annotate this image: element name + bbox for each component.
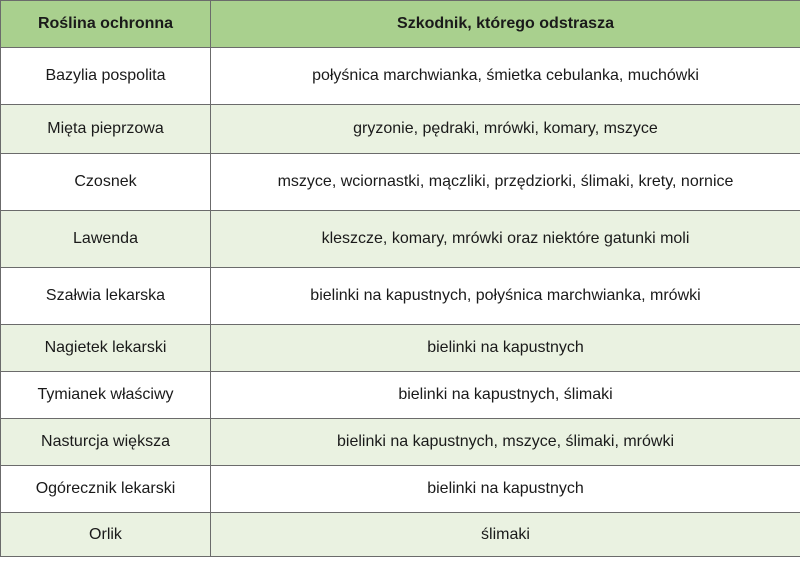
pests-cell: ślimaki [211, 513, 800, 557]
table-row [1, 513, 800, 557]
pests-cell: bielinki na kapustnych [211, 466, 800, 513]
plant-cell: Nasturcja większa [1, 419, 211, 466]
table-row [1, 268, 800, 325]
plant-cell: Szałwia lekarska [1, 268, 211, 325]
table-row [1, 48, 800, 105]
plant-cell: Lawenda [1, 211, 211, 268]
pests-cell: gryzonie, pędraki, mrówki, komary, mszyce [211, 105, 800, 154]
table-row [1, 325, 800, 372]
table-row [1, 372, 800, 419]
table-row [1, 154, 800, 211]
pests-cell: połyśnica marchwianka, śmietka cebulanka, muchówki [211, 48, 800, 105]
pests-cell: kleszcze, komary, mrówki oraz niektóre gatunki moli [211, 211, 800, 268]
plant-cell: Ogórecznik lekarski [1, 466, 211, 513]
pests-cell: bielinki na kapustnych, połyśnica marchwianka, mrówki [211, 268, 800, 325]
table-row [1, 105, 800, 154]
pests-cell: bielinki na kapustnych, ślimaki [211, 372, 800, 419]
table-row [1, 466, 800, 513]
plant-cell: Bazylia pospolita [1, 48, 211, 105]
plant-cell: Tymianek właściwy [1, 372, 211, 419]
table-row [1, 419, 800, 466]
pests-cell: mszyce, wciornastki, mączliki, przędziorki, ślimaki, krety, nornice [211, 154, 800, 211]
plant-cell: Czosnek [1, 154, 211, 211]
pests-cell: bielinki na kapustnych [211, 325, 800, 372]
plant-cell: Orlik [1, 513, 211, 557]
header-row [1, 1, 800, 48]
plant-cell: Mięta pieprzowa [1, 105, 211, 154]
pests-cell: bielinki na kapustnych, mszyce, ślimaki, mrówki [211, 419, 800, 466]
header-plant: Roślina ochronna [1, 1, 211, 48]
table-row [1, 211, 800, 268]
plant-cell: Nagietek lekarski [1, 325, 211, 372]
header-pests: Szkodnik, którego odstrasza [211, 1, 800, 48]
